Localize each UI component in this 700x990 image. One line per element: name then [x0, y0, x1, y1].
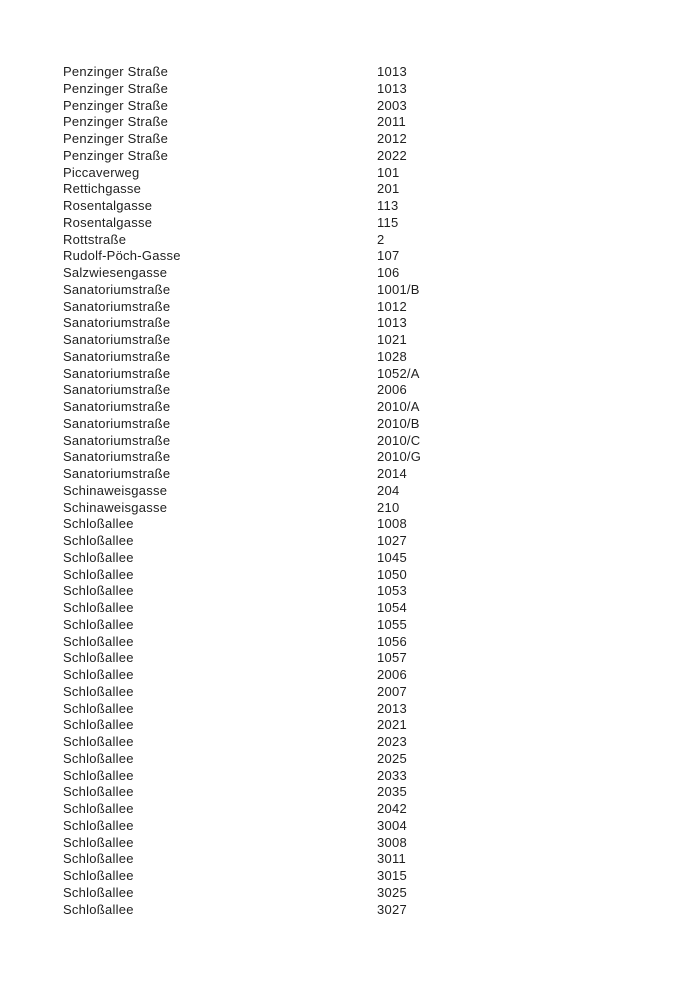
house-number-cell: 1008 — [377, 516, 407, 532]
street-name-cell: Schloßallee — [63, 851, 134, 867]
table-row — [63, 751, 643, 768]
house-number-cell: 2023 — [377, 734, 407, 749]
street-name-cell: Schinaweisgasse — [63, 499, 168, 515]
house-number-cell: 113 — [377, 198, 399, 213]
table-row — [63, 667, 643, 684]
street-name-cell: Schloßallee — [63, 566, 134, 582]
table-row — [63, 902, 643, 919]
table-row — [63, 734, 643, 751]
house-number-cell: 3011 — [377, 851, 406, 867]
table-row — [63, 533, 643, 550]
street-name-cell: Sanatoriumstraße — [63, 281, 171, 297]
street-name-cell: Sanatoriumstraße — [63, 365, 171, 381]
house-number-cell: 2012 — [377, 131, 407, 146]
street-name-cell: Rosentalgasse — [63, 198, 153, 213]
table-row — [63, 500, 643, 517]
address-list — [63, 64, 643, 918]
table-row — [63, 114, 643, 131]
street-name-cell: Schloßallee — [63, 901, 134, 917]
table-row — [63, 131, 643, 148]
house-number-cell: 1027 — [377, 533, 407, 548]
street-name-cell: Rettichgasse — [63, 181, 142, 197]
house-number-cell: 1057 — [377, 650, 407, 666]
house-number-cell: 1001/B — [377, 281, 420, 297]
table-row — [63, 701, 643, 718]
house-number-cell: 107 — [377, 248, 400, 264]
street-name-cell: Schloßallee — [63, 834, 134, 850]
house-number-cell: 2042 — [377, 801, 407, 816]
house-number-cell: 2011 — [377, 114, 406, 130]
house-number-cell: 2010/A — [377, 399, 420, 414]
table-row — [63, 650, 643, 667]
table-row — [63, 165, 643, 182]
street-name-cell: Sanatoriumstraße — [63, 466, 171, 481]
table-row — [63, 349, 643, 366]
table-row — [63, 181, 643, 198]
street-name-cell: Schloßallee — [63, 533, 134, 548]
street-name-cell: Sanatoriumstraße — [63, 449, 171, 465]
house-number-cell: 3008 — [377, 834, 407, 850]
house-number-cell: 2010/C — [377, 432, 421, 448]
street-name-cell: Schloßallee — [63, 784, 134, 800]
table-row — [63, 885, 643, 902]
house-number-cell: 1056 — [377, 633, 407, 649]
table-row — [63, 148, 643, 165]
house-number-cell: 1055 — [377, 616, 407, 632]
street-name-cell: Sanatoriumstraße — [63, 332, 171, 347]
house-number-cell: 2010/B — [377, 415, 420, 431]
house-number-cell: 2006 — [377, 667, 407, 682]
table-row — [63, 81, 643, 98]
table-row — [63, 64, 643, 81]
street-name-cell: Schloßallee — [63, 600, 134, 615]
street-name-cell: Schloßallee — [63, 516, 134, 532]
table-row — [63, 516, 643, 533]
house-number-cell: 204 — [377, 482, 400, 498]
street-name-cell: Penzinger Straße — [63, 97, 169, 113]
street-name-cell: Schloßallee — [63, 633, 134, 649]
table-row — [63, 315, 643, 332]
house-number-cell: 3025 — [377, 884, 407, 900]
street-name-cell: Sanatoriumstraße — [63, 298, 171, 314]
house-number-cell: 2006 — [377, 382, 407, 398]
table-row — [63, 433, 643, 450]
street-name-cell: Schloßallee — [63, 717, 134, 733]
house-number-cell: 115 — [377, 214, 399, 230]
table-row — [63, 366, 643, 383]
house-number-cell: 1050 — [377, 566, 407, 582]
street-name-cell: Schloßallee — [63, 583, 134, 599]
table-row — [63, 600, 643, 617]
house-number-cell: 3004 — [377, 817, 407, 833]
street-name-cell: Schloßallee — [63, 616, 134, 632]
table-row — [63, 265, 643, 282]
table-row — [63, 483, 643, 500]
street-name-cell: Schloßallee — [63, 650, 134, 666]
street-name-cell: Penzinger Straße — [63, 131, 169, 146]
house-number-cell: 2022 — [377, 147, 407, 163]
street-name-cell: Schloßallee — [63, 884, 134, 900]
street-name-cell: Sanatoriumstraße — [63, 432, 171, 448]
house-number-cell: 3015 — [377, 868, 407, 883]
table-row — [63, 835, 643, 852]
street-name-cell: Penzinger Straße — [63, 64, 169, 79]
table-row — [63, 98, 643, 115]
house-number-cell: 2014 — [377, 466, 407, 481]
house-number-cell: 2025 — [377, 750, 407, 766]
table-row — [63, 583, 643, 600]
table-row — [63, 466, 643, 483]
house-number-cell: 2033 — [377, 767, 407, 783]
house-number-cell: 2 — [377, 231, 385, 247]
street-name-cell: Schloßallee — [63, 868, 134, 883]
street-name-cell: Sanatoriumstraße — [63, 399, 171, 414]
street-name-cell: Salzwiesengasse — [63, 265, 168, 280]
table-row — [63, 282, 643, 299]
house-number-cell: 210 — [377, 499, 400, 515]
house-number-cell: 2007 — [377, 683, 407, 699]
table-row — [63, 617, 643, 634]
street-name-cell: Sanatoriumstraße — [63, 382, 171, 398]
table-row — [63, 868, 643, 885]
table-row — [63, 784, 643, 801]
street-name-cell: Schinaweisgasse — [63, 482, 168, 498]
street-name-cell: Schloßallee — [63, 683, 134, 699]
street-name-cell: Schloßallee — [63, 750, 134, 766]
street-name-cell: Sanatoriumstraße — [63, 348, 171, 364]
house-number-cell: 1013 — [377, 64, 407, 79]
table-row — [63, 332, 643, 349]
house-number-cell: 106 — [377, 265, 400, 280]
street-name-cell: Schloßallee — [63, 817, 134, 833]
street-name-cell: Schloßallee — [63, 549, 134, 565]
table-row — [63, 634, 643, 651]
table-row — [63, 399, 643, 416]
house-number-cell: 1052/A — [377, 365, 420, 381]
street-name-cell: Penzinger Straße — [63, 114, 169, 130]
street-name-cell: Schloßallee — [63, 667, 134, 682]
house-number-cell: 3027 — [377, 901, 407, 917]
house-number-cell: 1054 — [377, 600, 407, 615]
street-name-cell: Piccaverweg — [63, 164, 140, 180]
street-name-cell: Penzinger Straße — [63, 147, 169, 163]
street-name-cell: Penzinger Straße — [63, 80, 169, 96]
table-row — [63, 248, 643, 265]
table-row — [63, 768, 643, 785]
house-number-cell: 2010/G — [377, 449, 422, 465]
table-row — [63, 717, 643, 734]
table-row — [63, 215, 643, 232]
house-number-cell: 1045 — [377, 549, 407, 565]
table-row — [63, 299, 643, 316]
street-name-cell: Rosentalgasse — [63, 214, 153, 230]
street-name-cell: Rudolf-Pöch-Gasse — [63, 248, 181, 264]
table-row — [63, 684, 643, 701]
table-row — [63, 416, 643, 433]
street-name-cell: Sanatoriumstraße — [63, 315, 171, 331]
house-number-cell: 1013 — [377, 80, 407, 96]
house-number-cell: 1013 — [377, 315, 407, 331]
house-number-cell: 2035 — [377, 784, 407, 800]
house-number-cell: 2003 — [377, 97, 407, 113]
table-row — [63, 382, 643, 399]
table-row — [63, 232, 643, 249]
house-number-cell: 201 — [377, 181, 400, 197]
table-row — [63, 801, 643, 818]
house-number-cell: 2013 — [377, 700, 407, 716]
street-name-cell: Schloßallee — [63, 767, 134, 783]
street-name-cell: Schloßallee — [63, 700, 134, 716]
house-number-cell: 2021 — [377, 717, 407, 733]
table-row — [63, 198, 643, 215]
house-number-cell: 101 — [377, 164, 400, 180]
street-name-cell: Schloßallee — [63, 734, 134, 749]
house-number-cell: 1012 — [377, 298, 407, 314]
house-number-cell: 1021 — [377, 332, 407, 347]
table-row — [63, 818, 643, 835]
street-name-cell: Schloßallee — [63, 801, 134, 816]
table-row — [63, 851, 643, 868]
table-row — [63, 550, 643, 567]
table-row — [63, 567, 643, 584]
house-number-cell: 1053 — [377, 583, 407, 599]
house-number-cell: 1028 — [377, 348, 407, 364]
street-name-cell: Sanatoriumstraße — [63, 415, 171, 431]
table-row — [63, 449, 643, 466]
street-name-cell: Rottstraße — [63, 231, 127, 247]
